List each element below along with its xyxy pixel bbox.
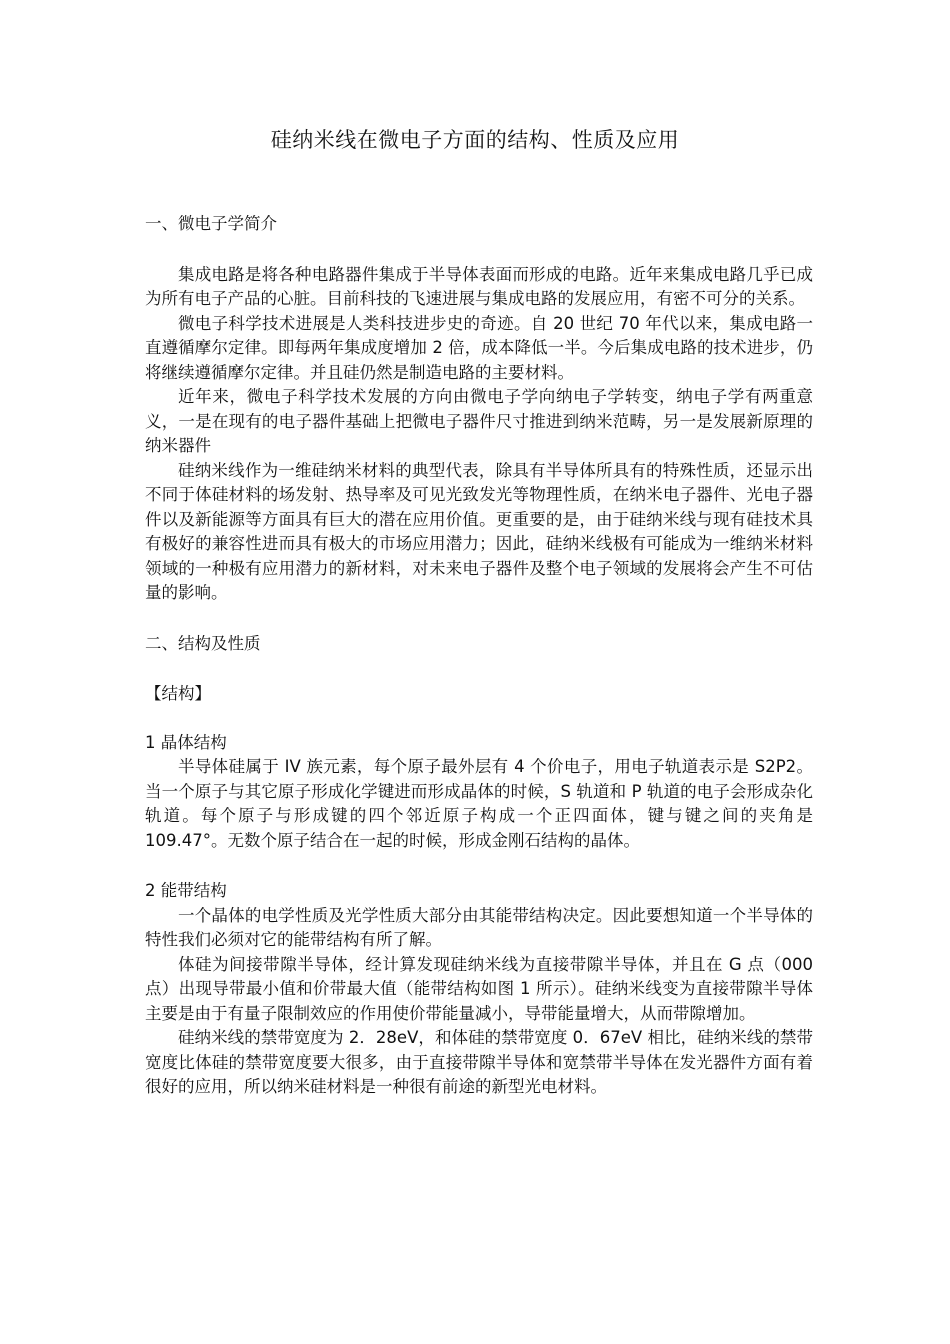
subsection-crystal-structure [145, 731, 813, 854]
document-title: 硅纳米线在微电子方面的结构、性质及应用 [270, 128, 680, 152]
paragraph: 微电子科学技术进展是人类科技进步史的奇迹。自 20 世纪 70 年代以来，集成电路一直遵循摩尔定律。即每两年集成度增加 2 倍，成本降低一半。今后集成电路的技术进步，仍将继续遵循摩尔定律。并且硅仍然是制造电路的主要材料。 [145, 313, 813, 382]
paragraph: 体硅为间接带隙半导体，经计算发现硅纳米线为直接带隙半导体，并且在 G 点（000 点）出现导带最小值和价带最大值（能带结构如图 1 所示）。硅纳米线变为直接带隙半导体主要是由于有量子限制效应的作用使价带能量减小，导带能量增大，从而带隙增加。 [145, 954, 813, 1023]
section-heading-structure: 二、结构及性质 [145, 633, 261, 653]
paragraph: 一个晶体的电学性质及光学性质大部分由其能带结构决定。因此要想知道一个半导体的特性我们必须对它的能带结构有所了解。 [145, 905, 813, 949]
subsection-title: 1 晶体结构 [145, 732, 227, 752]
paragraph: 近年来，微电子科学技术发展的方向由微电子学向纳电子学转变，纳电子学有两重意义，一是在现有的电子器件基础上把微电子器件尺寸推进到纳米范畴，另一是发展新原理的纳米器件 [145, 387, 813, 455]
subsection-band-structure [145, 879, 813, 1100]
section-heading-intro: 一、微电子学简介 [145, 214, 277, 233]
paragraph: 集成电路是将各种电路器件集成于半导体表面而形成的电路。近年来集成电路几乎已成为所有电子产品的心脏。目前科技的飞速进展与集成电路的发展应用，有密不可分的关系。 [145, 264, 813, 308]
document-body [145, 212, 813, 1100]
paragraph: 半导体硅属于 IV 族元素，每个原子最外层有 4 个价电子，用电子轨道表示是 S2P2。当一个原子与其它原子形成化学键进而形成晶体的时候，S 轨道和 P 轨道的电子会形成杂化轨道。每个原子与形成键的四个邻近原子构成一个正四面体，键与键之间的夹角是 109.47°。无数个原子结合在一起的时候，形成金刚石结构的晶体。 [145, 757, 813, 850]
paragraph: 硅纳米线的禁带宽度为 2．28eV，和体硅的禁带宽度 0．67eV 相比，硅纳米线的禁带宽度比体硅的禁带宽度要大很多，由于直接带隙半导体和宽禁带半导体在发光器件方面有着很好的应用，所以纳米硅材料是一种很有前途的新型光电材料。 [145, 1028, 813, 1096]
subsection-label: 【结构】 [145, 684, 211, 703]
subsection-title: 2 能带结构 [145, 881, 227, 900]
paragraph: 硅纳米线作为一维硅纳米材料的典型代表，除具有半导体所具有的特殊性质，还显示出不同于体硅材料的场发射、热导率及可见光致发光等物理性质，在纳米电子器件、光电子器件以及新能源等方面具有巨大的潜在应用价值。更重要的是，由于硅纳米线与现有硅技术具有极好的兼容性进而具有极大的市场应用潜力；因此，硅纳米线极有可能成为一维纳米材料领域的一种极有应用潜力的新材料，对未来电子器件及整个电子领域的发展将会产生不可估量的影响。 [145, 460, 813, 602]
section-intro-body [145, 263, 813, 606]
